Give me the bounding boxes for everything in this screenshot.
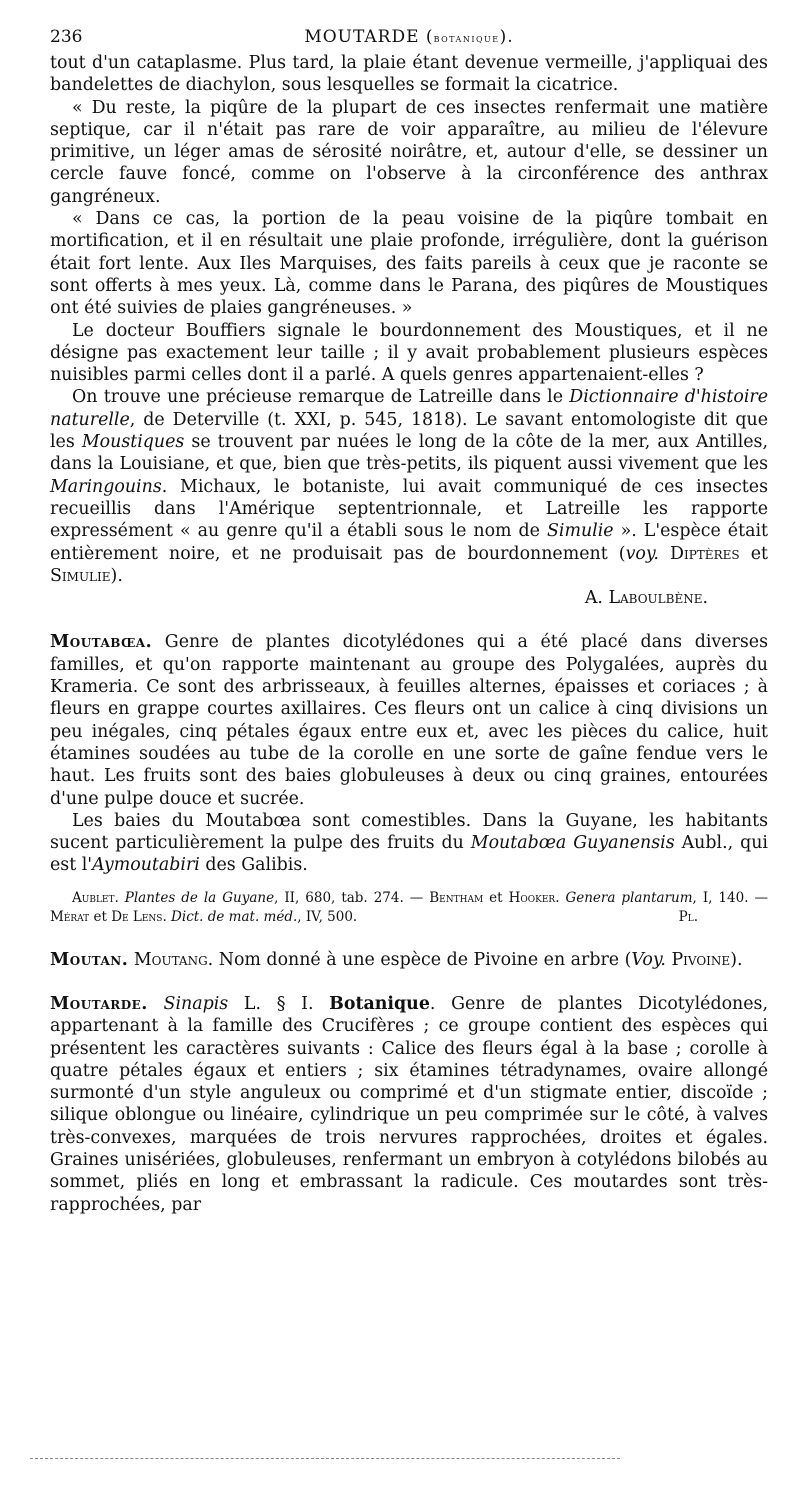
bibliography (50, 889, 768, 927)
text-run: , I, 140. — (692, 889, 768, 906)
running-title-main: MOUTARDE ( (304, 27, 434, 47)
section-title: Botanique (329, 993, 430, 1014)
page-number: 236 (50, 27, 83, 47)
ref-author: Mérat (50, 908, 90, 925)
running-title (50, 26, 768, 49)
running-title-end: ). (499, 27, 514, 47)
entry-headword: Moutarde. (50, 993, 148, 1014)
paragraph (50, 810, 768, 877)
text-run: se trouvent par nuées le long de la côte de la mer, aux Antilles, dans la Louisiane, et que, bien que très-petits, ils piquent aussi vivement que les (50, 432, 768, 475)
italic-term: Maringouins (50, 476, 162, 497)
entry-headword: Moutabœa. (50, 632, 153, 653)
section-mark: § I. (276, 993, 330, 1014)
italic-term: Moustiques (81, 432, 185, 453)
footer-rule (30, 1458, 620, 1459)
paragraph: tout d'un cataplasme. Plus tard, la plaie étant devenue vermeille, j'appliquai des bandelettes de diachylon, sous lesquelles se formait la cicatrice. (50, 53, 768, 96)
italic-term: Aymoutabiri (92, 855, 200, 876)
cross-reference: Simulie (50, 565, 111, 586)
author-signature (50, 587, 768, 609)
text-run: . (162, 908, 172, 925)
cross-reference: Pivoine (671, 949, 731, 970)
ref-title: Dict. de mat. méd. (171, 908, 298, 925)
paragraph (50, 993, 768, 1216)
text-run: . (114, 889, 125, 906)
ref-title: Plantes de la Guyane (124, 889, 275, 906)
text-run: ». L'espèce était entièrement noire, et ne produisait pas de bourdonnement ( (50, 521, 768, 564)
bibliography-entry (50, 889, 768, 927)
signature-initial: A. (584, 588, 609, 609)
text-run: et (483, 889, 509, 906)
text-run: Aubl., qui est l' (50, 833, 768, 876)
entry-author: Pl. (678, 908, 698, 925)
running-title-subject: botanique (433, 31, 500, 45)
text-run: Genre de plantes dicotylédones qui a été placé dans diverses familles, et qu'on rapporte maintenant au groupe des Polygalées, auprès du Krameria. Ce sont des arbrisseaux, à feuilles alternes, épaisses et coriaces ; à fleurs en grappe courtes axillaires. Ces fleurs ont un calice à cinq divisions un peu inégales, cinq pétales égaux entre eux et, avec les pièces du calice, huit étamines soudées au tube de la corolle en une sorte de gaîne fendue vers le haut. Les fruits sont des baies globuleuses à deux ou cinq graines, entourées d'une pulpe douce et sucrée. (50, 632, 768, 809)
paragraph (50, 949, 768, 971)
cross-reference-voy: voy. (625, 543, 659, 564)
text-run: et (739, 543, 768, 564)
italic-term: Simulie (547, 521, 614, 542)
text-run: des Galibis. (199, 855, 308, 876)
italic-term: Moutabœa Guyanensis (470, 833, 675, 854)
paragraph: « Dans ce cas, la portion de la peau voisine de la piqûre tombait en mortification, et il en résultait une plaie profonde, irrégulière, dont la guérison était fort lente. Aux Iles Marquises, des faits pareils à ceux que je raconte se sont offerts à mes yeux. Là, comme dans le Parana, des piqûres de Moustiques ont été suivies de plaies gangréneuses. » (50, 209, 768, 319)
italic-title: Dictionnaire d'histoire naturelle (50, 387, 768, 430)
text-run: Les baies du Moutabœa sont comestibles. Dans la Guyane, les habitants sucent particulièrement la pulpe des fruits du (50, 810, 768, 854)
entry-headword: Moutan. (50, 949, 129, 970)
text-run: ). (730, 949, 743, 970)
text-run: . (555, 889, 566, 906)
ref-author: Hooker (508, 889, 556, 906)
cross-reference: Diptères (670, 543, 740, 564)
ref-author: Aublet (72, 889, 115, 906)
paragraph: « Du reste, la piqûre de la plupart de ces insectes renfermait une matière septique, car il n'était pas rare de voir apparaître, au milieu de l'élevure primitive, un léger amas de sérosité noirâtre, et, autour d'elle, se dessiner un cercle fauve foncé, comme on l'observe à la circonférence des anthrax gangréneux. (50, 97, 768, 207)
text-run: ). (110, 565, 123, 586)
genus-name: Sinapis (163, 993, 229, 1014)
article-moustique-continued (50, 52, 768, 609)
ref-author: De Lens (111, 908, 163, 925)
paragraph: Le docteur Bouffiers signale le bourdonnement des Moustiques, et il ne désigne pas exactement leur taille ; il y avait probablement plusieurs espèces nuisibles parmi celles dont il a parlé. A quels genres appartenaient-elles ? (50, 320, 768, 386)
text-run (659, 544, 670, 564)
text-run: , II, 680, tab. 274. — (274, 889, 430, 906)
running-header (50, 22, 768, 52)
variant-name: Moutang (133, 949, 208, 970)
entry-moutan (50, 949, 768, 971)
text-run: et (89, 908, 112, 925)
cross-reference-voy: Voy. (631, 949, 666, 970)
ref-title: Genera plantarum (565, 889, 693, 906)
text-run: , de Deterville (t. XXI, p. 545, 1818). Le savant entomologiste dit que les (50, 409, 768, 453)
paragraph (50, 386, 768, 587)
entry-moutaboea (50, 631, 768, 926)
text-run: L. (228, 993, 277, 1014)
text-run: . Genre de plantes Dicotylédones, appartenant à la famille des Crucifères ; ce groupe contient des espèces qui présentent les caractères suivants : Calice des fleurs égal à la base ; corolle à quatre pétales égaux et entiers ; six étamines tétradynames, ovaire allongé surmonté d'un style anguleux ou comprimé et d'un stigmate entier, discoïde ; silique oblongue ou linéaire, cylindrique un peu comprimée sur le côté, à valves très-convexes, marquées de trois nervures rapprochées, droites et égales. Graines unisériées, globuleuses, renfermant un embryon à cotylédons bilobés au sommet, pliés en long et embrassant la radicule. Ces moutardes sont très-rapprochées, par (50, 993, 768, 1215)
text-run: . Nom donné à une espèce de Pivoine en arbre ( (207, 949, 632, 970)
signature-name: Laboulbène. (608, 588, 708, 609)
text-run: On trouve une précieuse remarque de Latreille dans le (72, 387, 570, 408)
text-run: , IV, 500. (297, 908, 358, 925)
text-run: . Michaux, le botaniste, lui avait communiqué de ces insectes recueillis dans l'Amérique septentrionnale, et Latreille les rapporte expressément « au genre qu'il a établi sous le nom de (50, 476, 768, 542)
paragraph (50, 631, 768, 809)
ref-author: Bentham (429, 889, 484, 906)
entry-moutarde (50, 993, 768, 1216)
